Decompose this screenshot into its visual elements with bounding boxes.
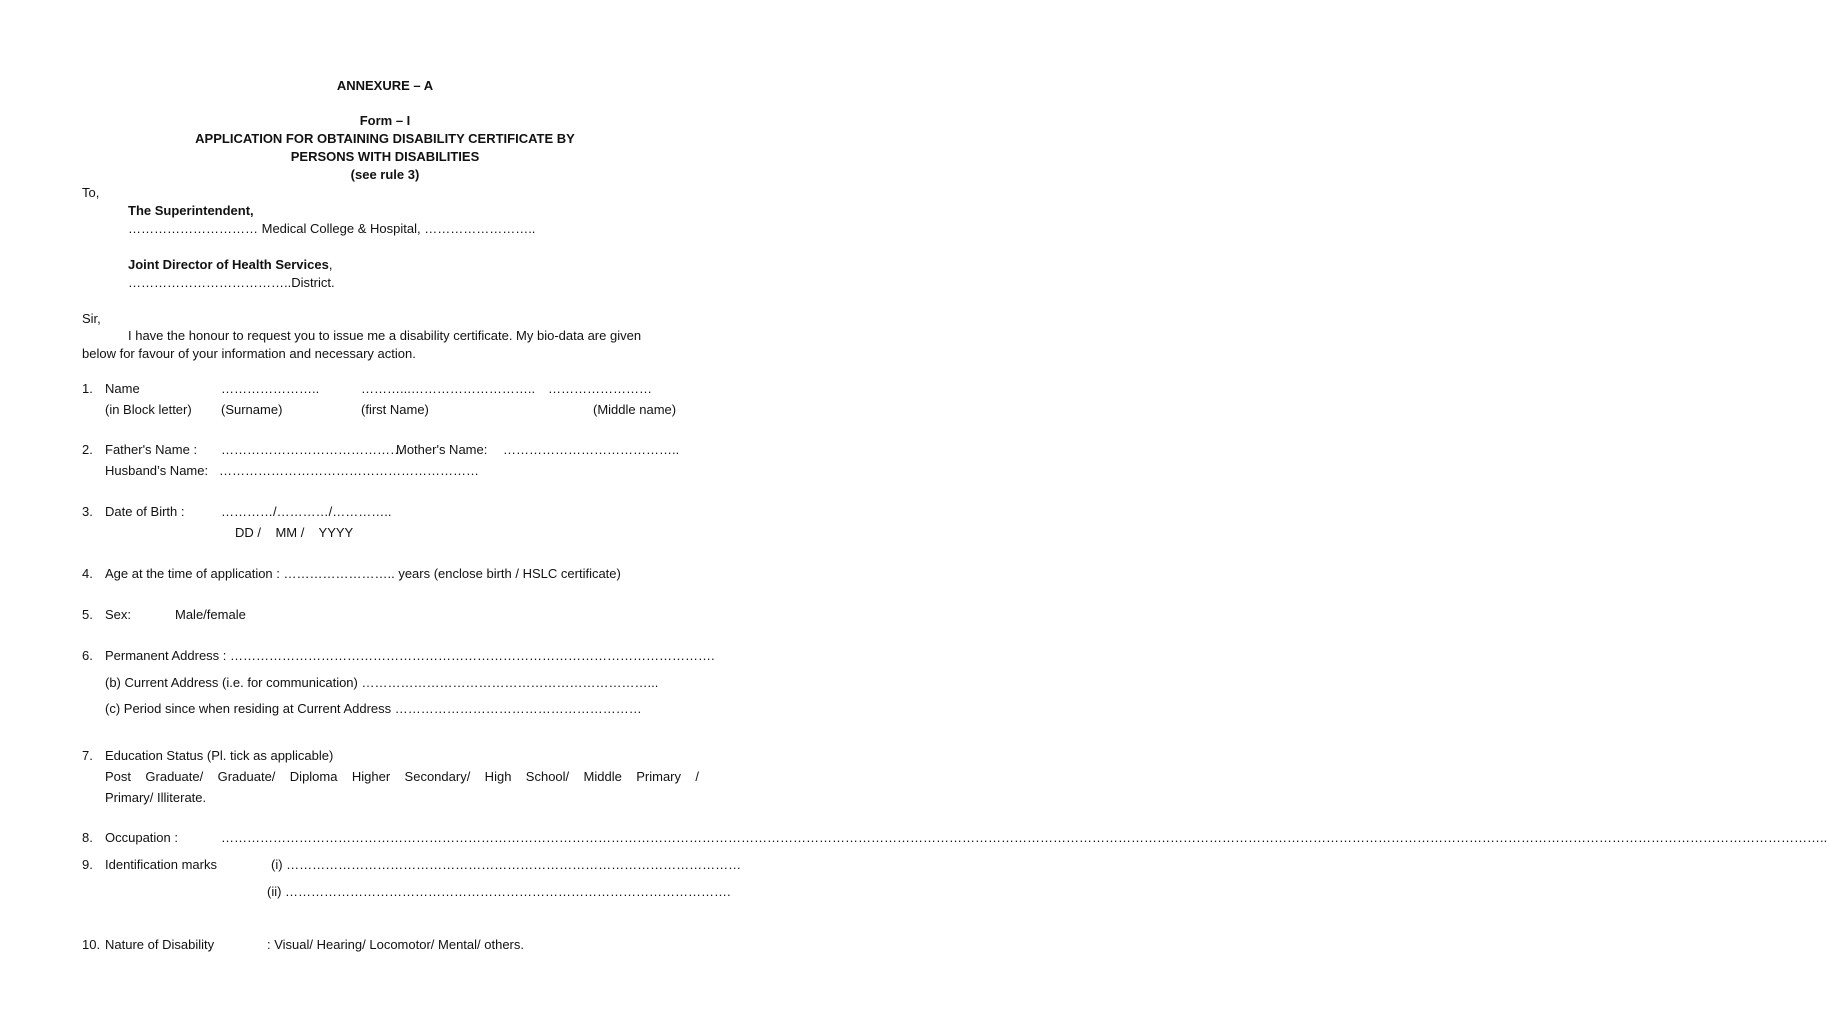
education-label: Education Status (Pl. tick as applicable) <box>105 748 334 763</box>
district-line: ………………………………..District. <box>128 275 335 290</box>
middle-name-caption: (Middle name) <box>593 402 677 417</box>
disability-label: Nature of Disability <box>105 937 215 952</box>
occupation-label: Occupation : <box>105 830 178 845</box>
to-label: To, <box>82 185 100 200</box>
education-options-line2[interactable]: Primary/ Illiterate. <box>105 790 207 805</box>
age-line[interactable]: Age at the time of application : …………………….. years (enclose birth / HSLC certificate) <box>105 566 621 581</box>
identification-mark-1[interactable]: (i) …………………………………………………………………………………………… <box>271 857 742 872</box>
item-number: 1. <box>82 381 93 396</box>
husband-name-label: Husband’s Name: <box>105 463 209 478</box>
item-number: 5. <box>82 607 93 622</box>
body-line1: I have the honour to request you to issue me a disability certificate. My bio-data are given <box>128 328 642 343</box>
annexure-heading: ANNEXURE – A <box>336 78 434 93</box>
form-title-line1: APPLICATION FOR OBTAINING DISABILITY CERTIFICATE BY <box>195 131 575 146</box>
superintendent-label: The Superintendent, <box>128 203 254 218</box>
name-label: Name <box>105 381 140 396</box>
father-name-label: Father's Name : <box>105 442 198 457</box>
occupation-field[interactable]: ……………………………………………………………………………………………………………………………………………………………………………………………………………………………………………………………………………………………………………………………………….. <box>221 830 1827 845</box>
sex-label: Sex: <box>105 607 132 622</box>
form-number: Form – I <box>359 113 411 128</box>
item-number: 8. <box>82 830 93 845</box>
salutation: Sir, <box>82 311 101 326</box>
body-line2: below for favour of your information and necessary action. <box>82 346 416 361</box>
rule-reference: (see rule 3) <box>350 167 420 182</box>
dob-label: Date of Birth : <box>105 504 185 519</box>
joint-director-label: Joint Director of Health Services <box>128 257 329 272</box>
block-letter-note: (in Block letter) <box>105 402 192 417</box>
surname-field[interactable]: ………………….. <box>221 381 320 396</box>
husband-name-field[interactable]: …………………………………………………… <box>219 463 479 478</box>
permanent-address-line[interactable]: Permanent Address : …………………………………………………………………………………………………. <box>105 648 715 663</box>
identification-mark-2[interactable]: (ii) …………………………………………………………………………………………. <box>267 884 731 899</box>
dob-format-hint: DD / MM / YYYY <box>235 525 354 540</box>
joint-director-line <box>128 257 332 273</box>
item-number: 4. <box>82 566 93 581</box>
item-number: 10. <box>82 937 101 952</box>
item-number: 6. <box>82 648 93 663</box>
father-name-field[interactable]: …………………………………… <box>221 442 403 457</box>
first-name-caption: (first Name) <box>361 402 429 417</box>
dob-field[interactable]: …………/…………/………….. <box>221 504 392 519</box>
education-options-line1[interactable]: Post Graduate/ Graduate/ Diploma Higher Secondary/ High School/ Middle Primary / <box>105 769 699 784</box>
disability-options[interactable]: : Visual/ Hearing/ Locomotor/ Mental/ others. <box>267 937 524 952</box>
middle-name-field[interactable]: …………………… <box>548 381 652 396</box>
current-address-line[interactable]: (b) Current Address (i.e. for communication) …………………………………………………………... <box>105 675 659 690</box>
hospital-line: ………………………… Medical College & Hospital, …………………….. <box>128 221 536 236</box>
mother-name-label: Mother's Name: <box>396 442 488 457</box>
surname-caption: (Surname) <box>221 402 283 417</box>
item-number: 2. <box>82 442 93 457</box>
item-number: 9. <box>82 857 93 872</box>
form-title-line2: PERSONS WITH DISABILITIES <box>290 149 480 164</box>
residence-period-line[interactable]: (c) Period since when residing at Current Address ………………………………………………… <box>105 701 642 716</box>
identification-label: Identification marks <box>105 857 217 872</box>
item-number: 3. <box>82 504 93 519</box>
mother-name-field[interactable]: ………………………………….. <box>503 442 680 457</box>
item-number: 7. <box>82 748 93 763</box>
joint-director-comma: , <box>328 257 333 272</box>
first-name-field[interactable]: ………...……………………….. <box>361 381 536 396</box>
sex-options[interactable]: Male/female <box>175 607 246 622</box>
